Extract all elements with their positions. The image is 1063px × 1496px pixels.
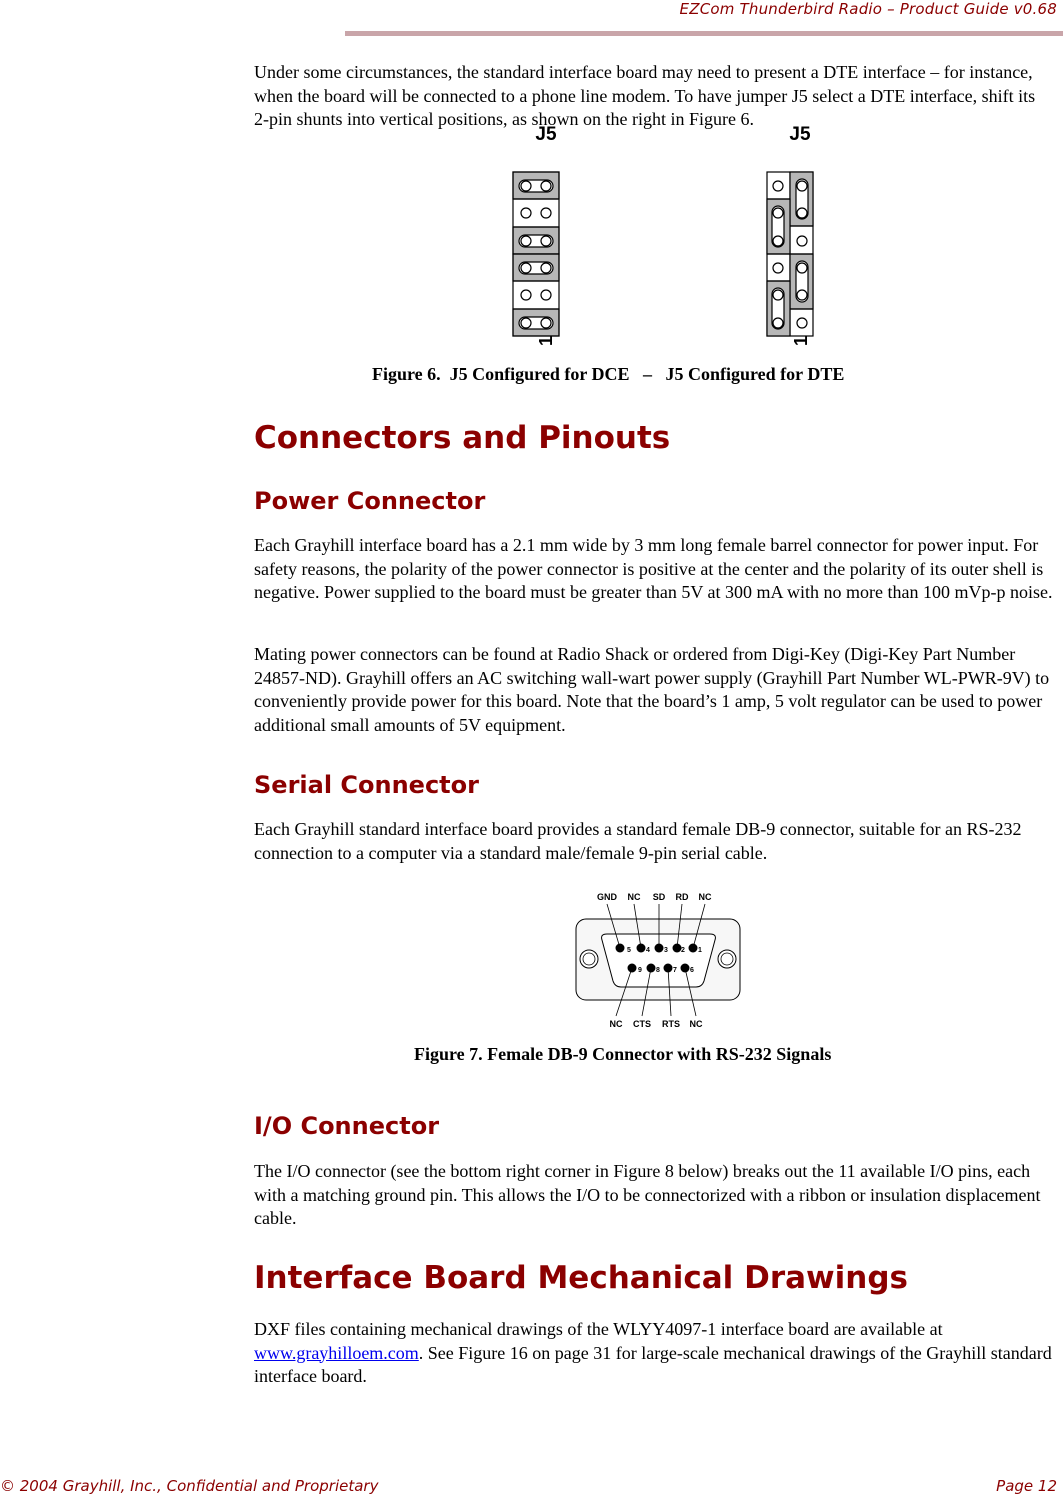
heading-serial-connector: Serial Connector bbox=[254, 771, 479, 799]
signal-label-nc: NC bbox=[627, 892, 641, 902]
power-paragraph-2: Mating power connectors can be found at Radio Shack or ordered from Digi-Key (Digi-Key Part Number 24857-ND). Grayhill offers an AC switching wall-wart power supply (Grayhill Part Number WL-PWR-9V) to conveniently provide power for this board. Note that the board’s 1 amp, 5 volt regulator can be used to power additional small amounts of 5V equipment. bbox=[254, 644, 1050, 735]
pin-number-9: 9 bbox=[638, 967, 642, 974]
pin-number-4: 4 bbox=[646, 947, 650, 954]
pin-number-2: 2 bbox=[681, 947, 685, 954]
db9-pin bbox=[664, 964, 673, 973]
signal-label-nc: NC bbox=[609, 1019, 623, 1029]
db9-pin bbox=[616, 944, 625, 953]
serial-paragraph-1: Each Grayhill standard interface board provides a standard female DB-9 connector, suitable for an RS-232 connection to a computer via a standard male/female 9-pin serial cable. bbox=[254, 819, 1022, 863]
j5-left-pin1-label: 1 bbox=[536, 335, 556, 346]
signal-label-cts: CTS bbox=[633, 1019, 651, 1029]
j5-dce-header bbox=[513, 172, 559, 336]
heading-power-connector: Power Connector bbox=[254, 487, 486, 515]
db9-pin bbox=[681, 964, 690, 973]
mechanical-text-after: . See Figure 16 on page 31 for large-scale mechanical drawings of the Grayhill standard interface board. bbox=[254, 1342, 1052, 1386]
power-paragraph-1: Each Grayhill interface board has a 2.1 mm wide by 3 mm long female barrel connector for power input. For safety reasons, the polarity of the power connector is positive at the center and the polarity of its outer shell is negative. Power supplied to the board must be greater than 5V at 300 mA with no more than 100 mVp-p noise. bbox=[254, 535, 1053, 602]
mechanical-paragraph bbox=[254, 1318, 1054, 1389]
header-title: EZCom Thunderbird Radio – Product Guide v0.68 bbox=[679, 0, 1057, 18]
j5-right-pin1-label: 1 bbox=[791, 335, 811, 346]
j5-dte-header bbox=[767, 172, 813, 336]
signal-label-sd: SD bbox=[652, 892, 666, 902]
db9-pin bbox=[655, 944, 664, 953]
signal-label-rts: RTS bbox=[662, 1019, 680, 1029]
heading-io-connector: I/O Connector bbox=[254, 1112, 440, 1140]
db9-pin bbox=[647, 964, 656, 973]
signal-label-gnd: GND bbox=[597, 892, 617, 902]
db9-pin bbox=[628, 964, 637, 973]
heading-connectors-and-pinouts: Connectors and Pinouts bbox=[254, 420, 671, 456]
pin-number-7: 7 bbox=[673, 967, 677, 974]
figure7-db9-diagram bbox=[574, 886, 744, 1034]
pin-number-1: 1 bbox=[698, 947, 702, 954]
db9-pin bbox=[637, 944, 646, 953]
db9-pin bbox=[689, 944, 698, 953]
pin-number-6: 6 bbox=[690, 967, 694, 974]
pin-number-3: 3 bbox=[664, 947, 668, 954]
signal-label-nc: NC bbox=[698, 892, 712, 902]
io-paragraph-1: The I/O connector (see the bottom right corner in Figure 8 below) breaks out the 11 available I/O pins, each with a matching ground pin. This allows the I/O to be connectorized with a ribbon or insulation displacement cable. bbox=[254, 1161, 1041, 1228]
pin-number-8: 8 bbox=[656, 967, 660, 974]
heading-mechanical-drawings: Interface Board Mechanical Drawings bbox=[254, 1260, 909, 1296]
j5-right-label: J5 bbox=[789, 124, 811, 145]
figure6-caption: Figure 6. J5 Configured for DCE – J5 Configured for DTE bbox=[372, 364, 845, 384]
grayhill-website-link[interactable]: www.grayhilloem.com bbox=[254, 1342, 419, 1363]
signal-label-nc: NC bbox=[689, 1019, 703, 1029]
footer-page-number: Page 12 bbox=[996, 1477, 1057, 1495]
signal-label-rd: RD bbox=[675, 892, 689, 902]
pin-number-5: 5 bbox=[627, 947, 631, 954]
dte-intro-paragraph: Under some circumstances, the standard interface board may need to present a DTE interface – for instance, when the board will be connected to a phone line modem. To have jumper J5 select a DTE interface, shift its 2-pin shunts into vertical positions, as shown on the right in Figure 6. bbox=[254, 62, 1036, 129]
j5-left-label: J5 bbox=[535, 124, 557, 145]
header-rule bbox=[345, 31, 1063, 36]
figure6-jumper-diagram bbox=[480, 118, 860, 350]
mechanical-text-before: DXF files containing mechanical drawings of the WLYY4097-1 interface board are available at bbox=[254, 1319, 943, 1339]
figure7-caption: Figure 7. Female DB-9 Connector with RS-232 Signals bbox=[414, 1044, 832, 1064]
footer-copyright: © 2004 Grayhill, Inc., Confidential and Proprietary bbox=[0, 1477, 379, 1495]
